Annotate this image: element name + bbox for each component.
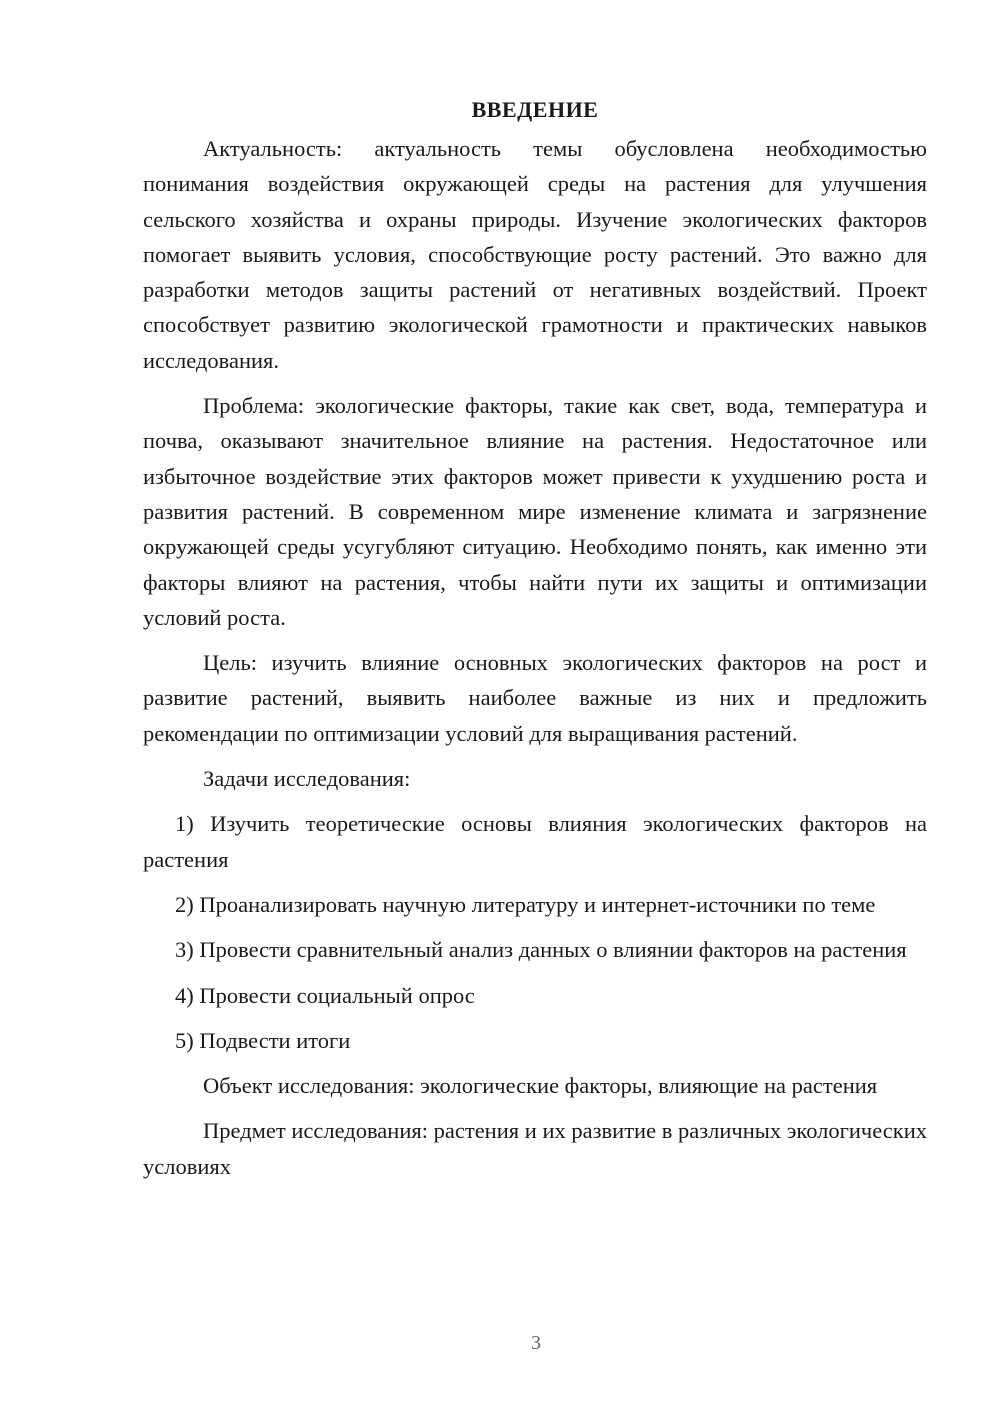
page-number: 3: [531, 1332, 541, 1354]
task-item: 1) Изучить теоретические основы влияния экологических факторов на растения: [143, 811, 927, 872]
relevance-paragraph: Актуальность: актуальность темы обусловлена необходимостью понимания воздействия окружающей среды на растения для улучшения сельского хозяйства и охраны природы. Изучение экологических факторов помогает выявить условия, способствующие росту растений. Это важно для разработки методов защиты растений от негативных воздействий. Проект способствует развитию экологической грамотности и практических навыков исследования.: [143, 136, 927, 373]
tasks-heading: Задачи исследования:: [203, 766, 411, 792]
research-object-paragraph: Объект исследования: экологические факторы, влияющие на растения: [203, 1073, 878, 1099]
document-page: [143, 92, 927, 1194]
task-item: 3) Провести сравнительный анализ данных о влиянии факторов на растения: [175, 937, 907, 963]
research-subject-paragraph: Предмет исследования: растения и их развитие в различных экологических условиях: [143, 1118, 927, 1179]
task-item: 5) Подвести итоги: [175, 1027, 351, 1053]
page-title: ВВЕДЕНИЕ: [471, 97, 599, 122]
task-item: 4) Провести социальный опрос: [175, 982, 475, 1008]
goal-paragraph: Цель: изучить влияние основных экологических факторов на рост и развитие растений, выявить наиболее важные из них и предложить рекомендации по оптимизации условий для выращивания растений.: [143, 650, 927, 746]
problem-paragraph: Проблема: экологические факторы, такие как свет, вода, температура и почва, оказывают значительное влияние на растения. Недостаточное или избыточное воздействие этих факторов может привести к ухудшению роста и развития растений. В современном мире изменение климата и загрязнение окружающей среды усугубляют ситуацию. Необходимо понять, как именно эти факторы влияют на растения, чтобы найти пути их защиты и оптимизации условий роста.: [143, 393, 927, 630]
task-item: 2) Проанализировать научную литературу и интернет-источники по теме: [175, 891, 876, 917]
